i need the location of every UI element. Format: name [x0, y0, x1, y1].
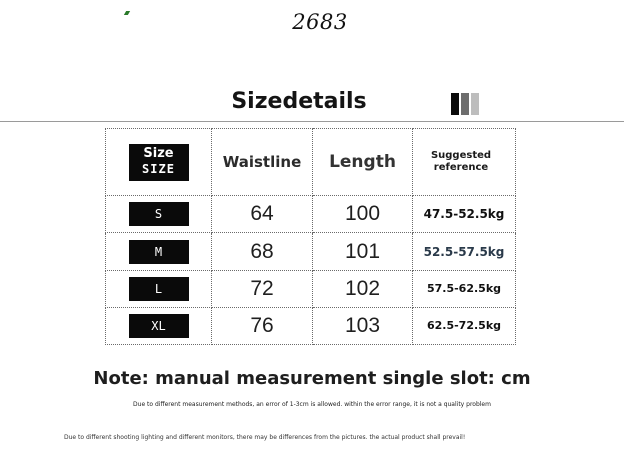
title-divider [0, 121, 624, 122]
table-row [106, 307, 516, 344]
waistline-value: 76 [212, 307, 313, 344]
length-value: 100 [313, 196, 413, 233]
reference-value: 52.5-57.5kg [413, 233, 516, 270]
reference-header-line1: Suggested [430, 150, 492, 162]
gradient-bars-icon [451, 93, 483, 115]
reference-value: 62.5-72.5kg [413, 307, 516, 344]
waistline-value: 68 [212, 233, 313, 270]
brand-code: 2683 [292, 10, 348, 34]
table-row [106, 196, 516, 233]
size-table [105, 128, 516, 345]
size-badge: L [129, 277, 189, 301]
display-disclaimer: Due to different shooting lighting and different monitors, there may be differences from the pictures. the actual product shall prevail! [64, 434, 466, 441]
length-value: 102 [313, 270, 413, 307]
table-header-row [106, 129, 516, 196]
table-row [106, 270, 516, 307]
size-badge: S [129, 202, 189, 226]
size-header-badge [129, 144, 189, 181]
measurement-disclaimer: Due to different measurement methods, an error of 1-3cm is allowed. within the error range, it is not a quality problem [133, 401, 491, 408]
waistline-value: 72 [212, 270, 313, 307]
size-badge: M [129, 240, 189, 264]
size-header-cell [106, 129, 212, 196]
measurement-note: Note: manual measurement single slot: cm [93, 368, 531, 389]
waistline-header: Waistline [212, 129, 313, 196]
size-badge: XL [129, 314, 189, 338]
table-row [106, 233, 516, 270]
reference-value: 47.5-52.5kg [413, 196, 516, 233]
page-title: Sizedetails [231, 89, 367, 114]
size-header-label: Size [143, 145, 174, 161]
size-header-label-caps: SIZE [142, 161, 175, 176]
length-header: Length [313, 129, 413, 196]
waistline-value: 64 [212, 196, 313, 233]
length-value: 103 [313, 307, 413, 344]
reference-header-line2: reference [433, 162, 489, 174]
reference-header [413, 129, 516, 196]
reference-value: 57.5-62.5kg [413, 270, 516, 307]
length-value: 101 [313, 233, 413, 270]
